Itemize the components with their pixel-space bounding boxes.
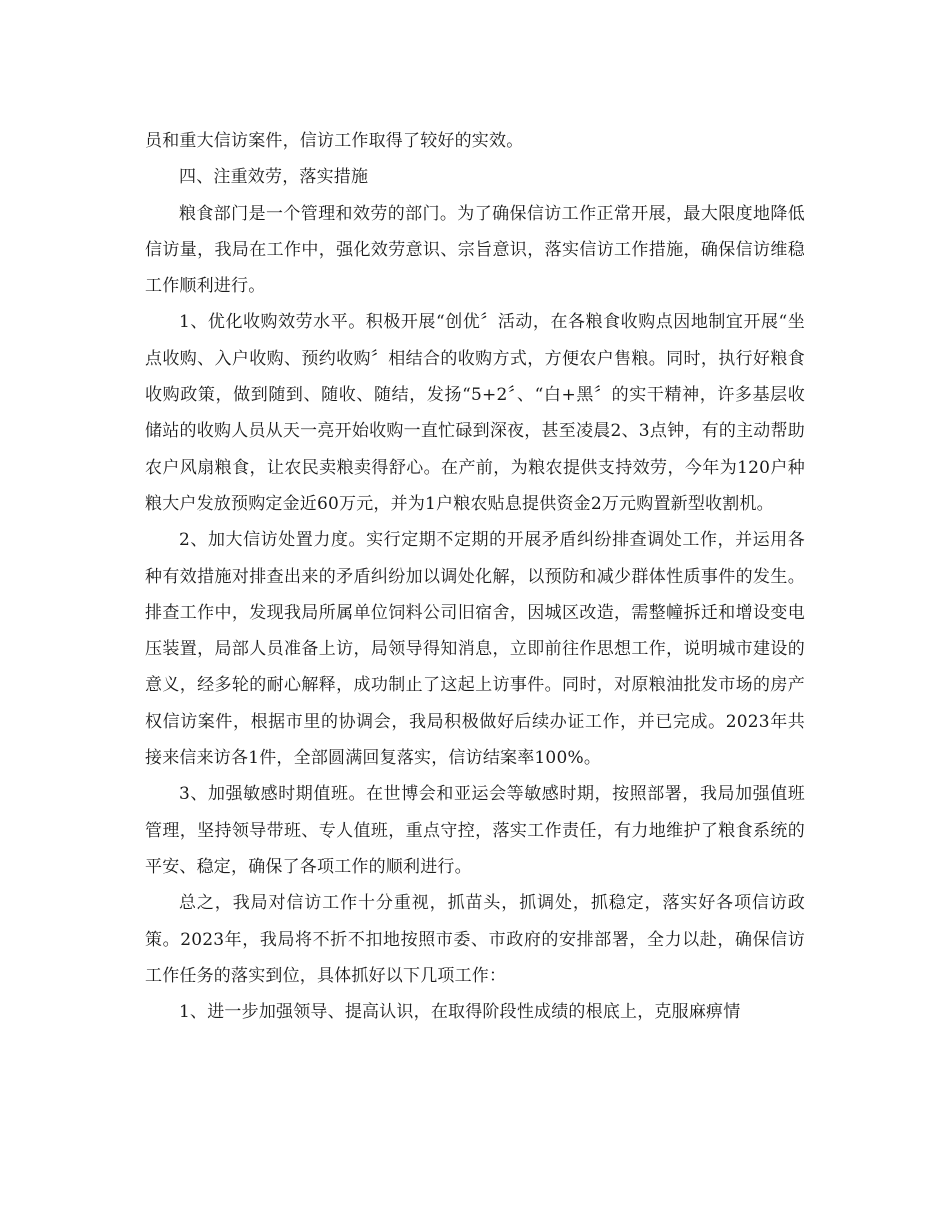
- paragraph-summary: 总之，我局对信访工作十分重视，抓苗头，抓调处，抓稳定，落实好各项信访政策。2023年，我局将不折不扣地按照市委、市政府的安排部署，全力以赴，确保信访工作任务的落实到位，具体抓好以下几项工作：: [145, 893, 805, 986]
- section-heading: 四、注重效劳，落实措施: [179, 167, 369, 188]
- paragraph-item-2: 2、加大信访处置力度。实行定期不定期的开展矛盾纠纷排查调处工作，并运用各种有效措施对排查出来的矛盾纠纷加以调处化解，以预防和减少群体性质事件的发生。排查工作中，发现我局所属单位饲料公司旧宿舍，因城区改造，需整幢拆迁和增设变电压装置，局部人员准备上访，局领导得知消息，立即前往作思想工作，说明城市建设的意义，经多轮的耐心解释，成功制止了这起上访事件。同时，对原粮油批发市场的房产权信访案件，根据市里的协调会，我局积极做好后续办证工作，并已完成。2023年共接来信来访各1件，全部圆满回复落实，信访结案率100%。: [145, 530, 805, 769]
- paragraph-plan-1: 1、进一步加强领导、提高认识，在取得阶段性成绩的根底上，克服麻痹情: [179, 1002, 741, 1023]
- paragraph-item-1: 1、优化收购效劳水平。积极开展“创优〞活动，在各粮食收购点因地制宜开展“坐点收购、入户收购、预约收购〞相结合的收购方式，方便农户售粮。同时，执行好粮食收购政策，做到随到、随收、随结，发扬“5+2〞、“白+黑〞的实干精神，许多基层收储站的收购人员从天一亮开始收购一直忙碌到深夜，甚至凌晨2、3点钟，有的主动帮助农户风扇粮食，让农民卖粮卖得舒心。在产前，为粮农提供支持效劳，今年为120户种粮大户发放预购定金近60万元，并为1户粮农贴息提供资金2万元购置新型收割机。: [145, 312, 805, 514]
- paragraph-intro: 粮食部门是一个管理和效劳的部门。为了确保信访工作正常开展，最大限度地降低信访量，我局在工作中，强化效劳意识、宗旨意识，落实信访工作措施，确保信访维稳工作顺利进行。: [145, 203, 805, 297]
- paragraph-continuation: 员和重大信访案件，信访工作取得了较好的实效。: [145, 131, 524, 151]
- document-body: [145, 123, 805, 1030]
- paragraph-item-3: 3、加强敏感时期值班。在世博会和亚运会等敏感时期，按照部署，我局加强值班管理，坚持领导带班、专人值班，重点守控，落实工作责任，有力地维护了粮食系统的平安、稳定，确保了各项工作的顺利进行。: [145, 784, 805, 877]
